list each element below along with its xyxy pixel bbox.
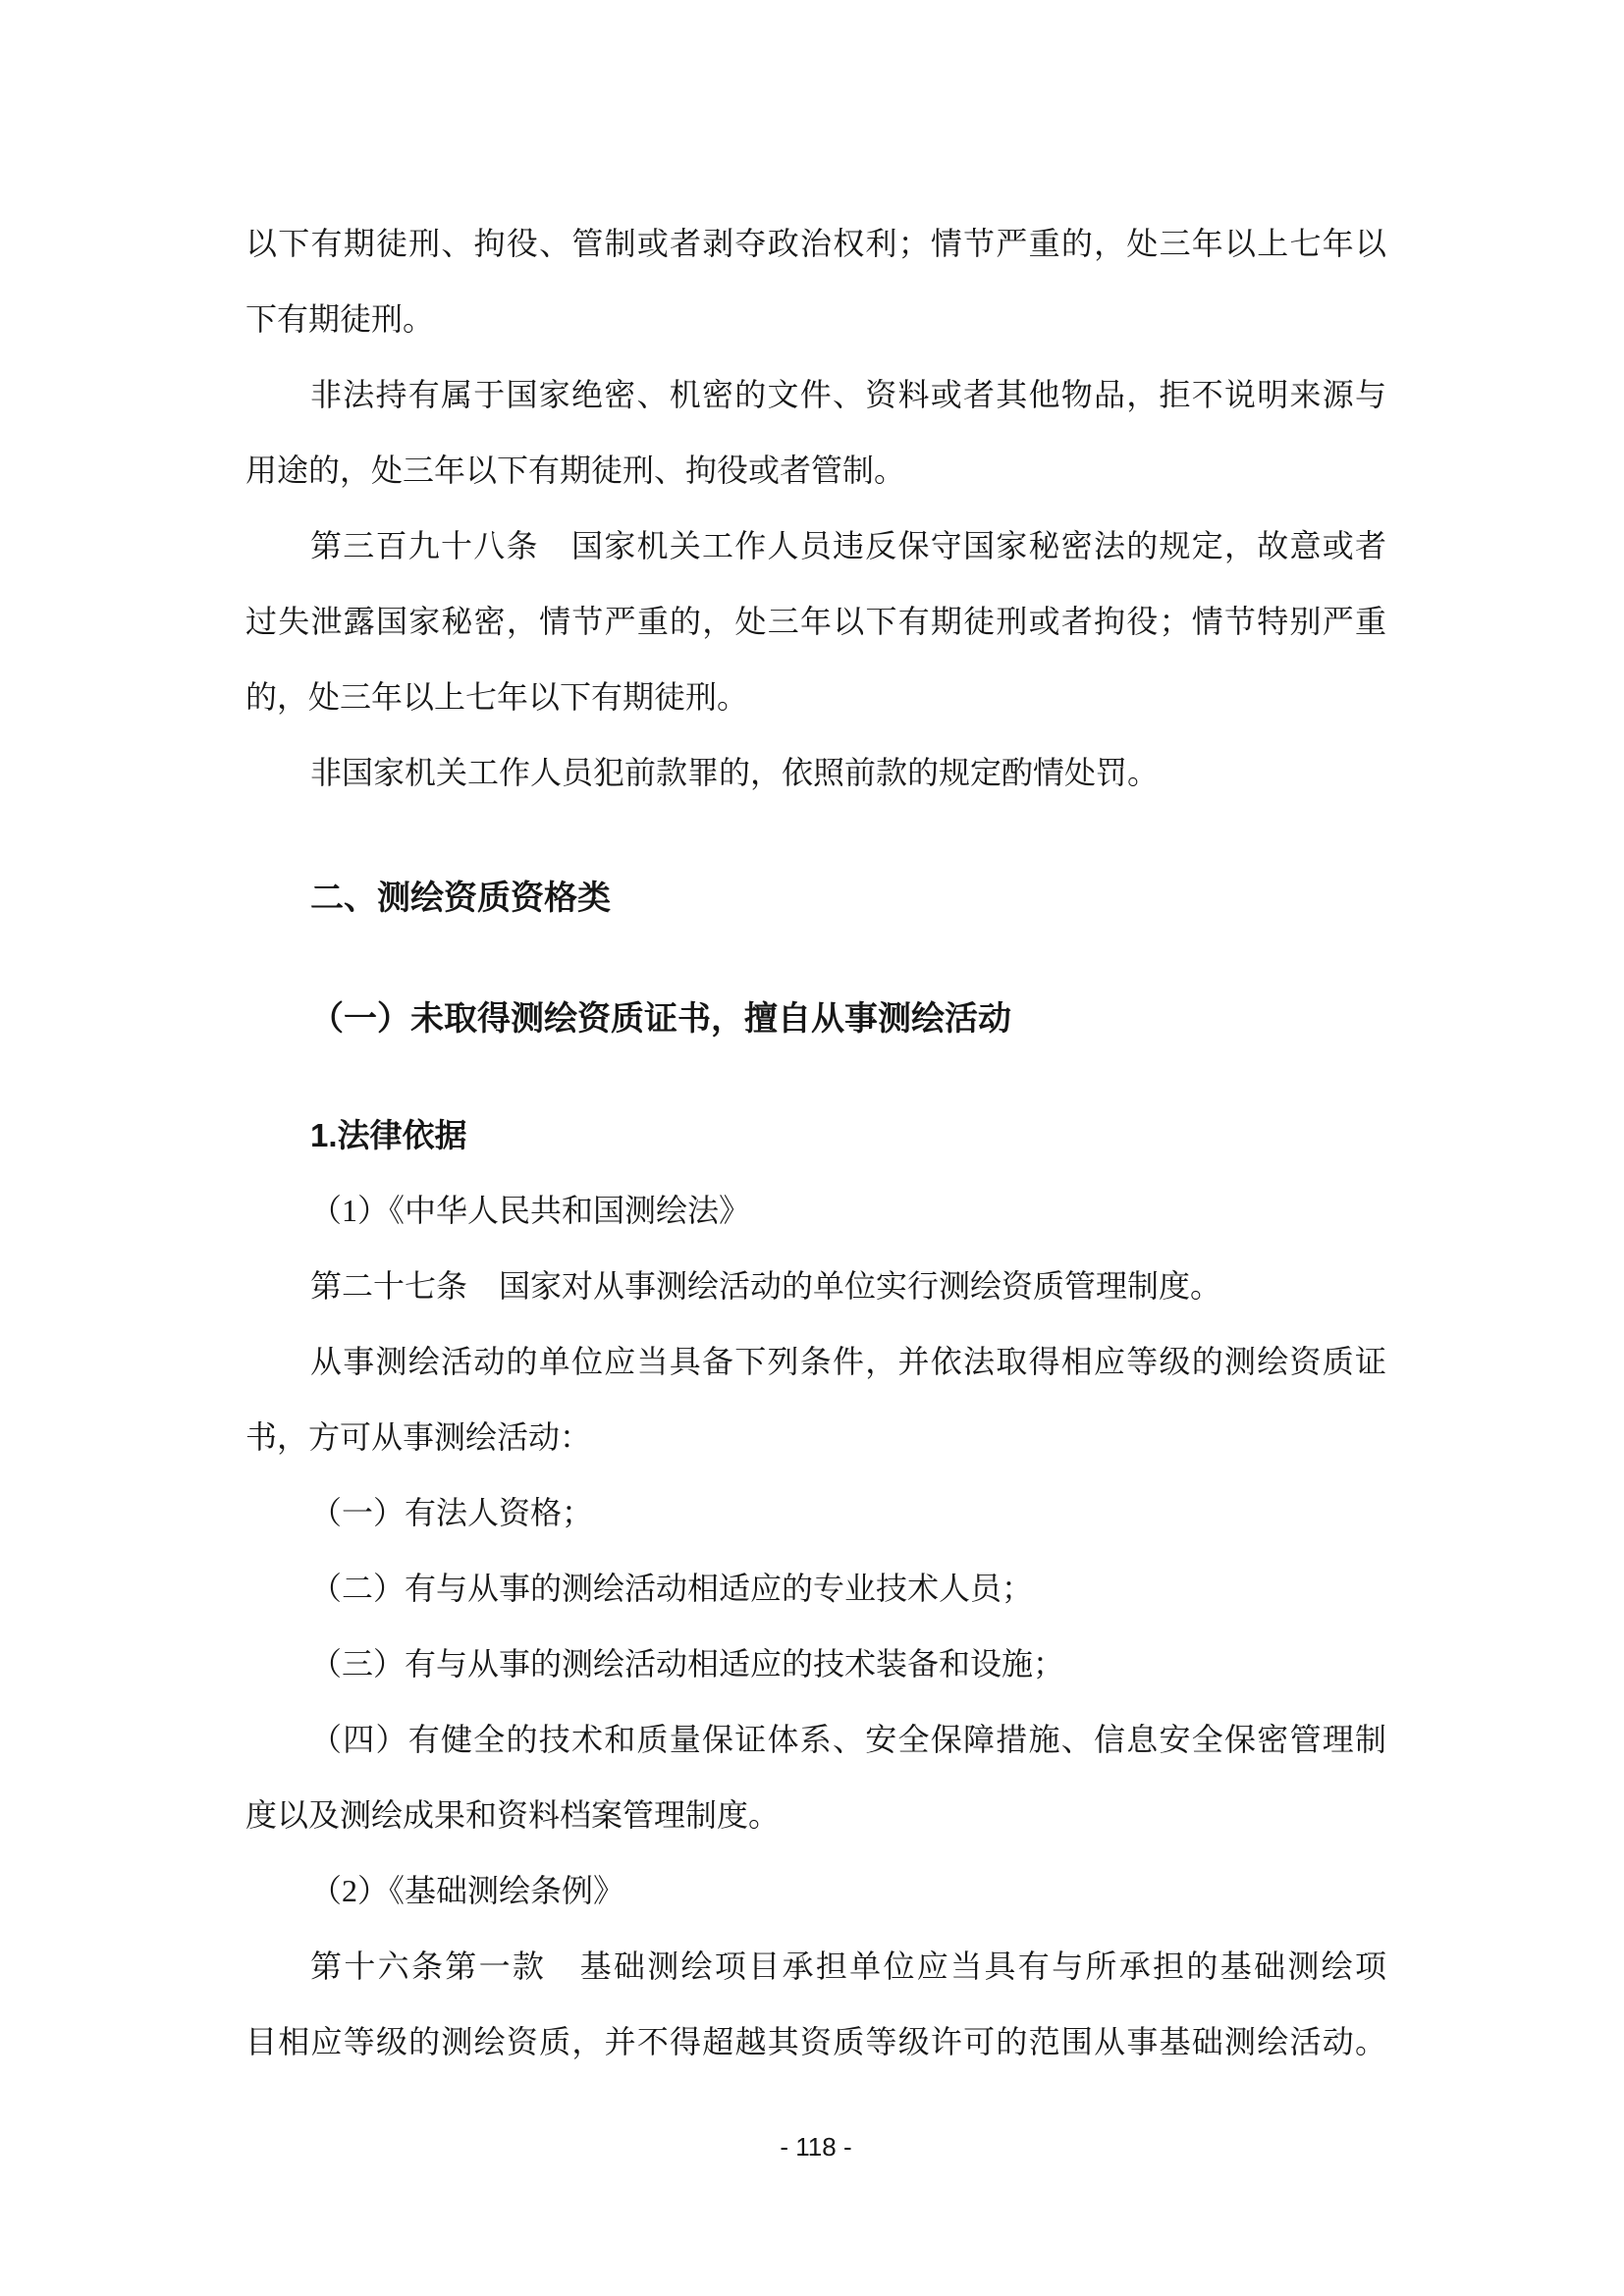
subsection-heading: （一）未取得测绘资质证书，擅自从事测绘活动 xyxy=(310,1001,1011,1038)
body-line: 第十六条第一款 基础测绘项目承担单位应当具有与所承担的基础测绘项 xyxy=(310,1949,1386,1984)
body-line: （2）《基础测绘条例》 xyxy=(310,1873,625,1908)
clause-heading: 1.法律依据 xyxy=(310,1117,467,1153)
page-number: - 118 - xyxy=(780,2132,852,2162)
body-line: 用途的，处三年以下有期徒刑、拘役或者管制。 xyxy=(245,453,906,488)
body-line: 的，处三年以上七年以下有期徒刑。 xyxy=(245,679,749,715)
body-line: 目相应等级的测绘资质，并不得超越其资质等级许可的范围从事基础测绘活动。 xyxy=(245,2024,1386,2059)
body-line: （一）有法人资格； xyxy=(310,1495,594,1530)
body-line: （三）有与从事的测绘活动相适应的技术装备和设施； xyxy=(310,1646,1065,1682)
body-line: （四）有健全的技术和质量保证体系、安全保障措施、信息安全保密管理制 xyxy=(310,1722,1386,1757)
body-line: 以下有期徒刑、拘役、管制或者剥夺政治权利；情节严重的，处三年以上七年以 xyxy=(245,226,1386,261)
body-line: 度以及测绘成果和资料档案管理制度。 xyxy=(245,1797,781,1833)
body-line: 书，方可从事测绘活动： xyxy=(245,1419,592,1455)
body-line: （二）有与从事的测绘活动相适应的专业技术人员； xyxy=(310,1571,1034,1606)
body-line: （1）《中华人民共和国测绘法》 xyxy=(310,1193,751,1228)
body-line: 从事测绘活动的单位应当具备下列条件，并依法取得相应等级的测绘资质证 xyxy=(310,1344,1386,1379)
body-line: 非国家机关工作人员犯前款罪的，依照前款的规定酌情处罚。 xyxy=(310,755,1160,790)
document-content xyxy=(245,206,1386,2162)
body-line: 过失泄露国家秘密，情节严重的，处三年以下有期徒刑或者拘役；情节特别严重 xyxy=(245,604,1386,639)
body-line: 非法持有属于国家绝密、机密的文件、资料或者其他物品，拒不说明来源与 xyxy=(310,377,1386,412)
section-heading: 二、测绘资质资格类 xyxy=(310,880,611,917)
body-line: 下有期徒刑。 xyxy=(245,301,435,337)
body-line: 第二十七条 国家对从事测绘活动的单位实行测绘资质管理制度。 xyxy=(310,1268,1222,1304)
body-line: 第三百九十八条 国家机关工作人员违反保守国家秘密法的规定，故意或者 xyxy=(310,528,1386,563)
